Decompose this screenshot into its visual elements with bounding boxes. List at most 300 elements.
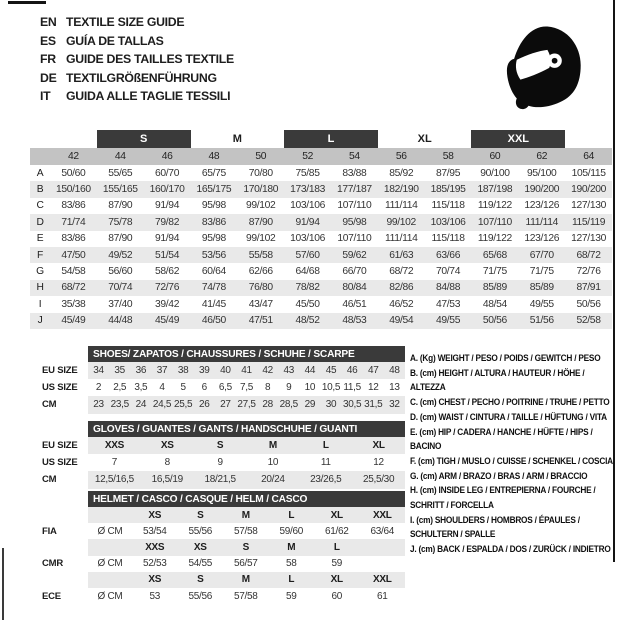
helmet-cell: XS <box>193 541 207 553</box>
measurement-cell: 53/56 <box>201 249 226 261</box>
measurement-cell: 111/114 <box>525 216 558 228</box>
shoes-cell: 30 <box>325 399 337 411</box>
measurement-cell: 182/190 <box>383 184 419 196</box>
helmet-cell: XXL <box>372 509 392 521</box>
shoes-cell: 5 <box>180 382 186 394</box>
measurement-row-d <box>30 214 612 230</box>
gloves-row-values <box>88 471 405 488</box>
shoes-cell: 48 <box>389 365 400 377</box>
shoes-cell: 38 <box>177 365 189 377</box>
shoes-cell: 23,5 <box>110 399 129 411</box>
helmet-label-spacer <box>42 491 88 507</box>
measurement-cell: 190/200 <box>524 184 560 196</box>
language-line <box>40 87 234 106</box>
measurement-cell: 123/126 <box>524 233 560 245</box>
measurement-row-e <box>30 231 612 247</box>
helmet-cell: M <box>241 509 250 521</box>
gloves-cell: 7 <box>111 457 118 469</box>
measurement-cell: 67/70 <box>529 249 554 261</box>
helmet-cell: 60 <box>331 590 343 602</box>
shoes-cell: 9 <box>286 382 292 394</box>
measurement-cell: 107/110 <box>337 233 372 245</box>
measurement-row-i <box>30 296 612 312</box>
measurement-row-g <box>30 263 612 279</box>
helmet-row <box>42 539 405 555</box>
measurement-cell: 39/42 <box>155 298 180 310</box>
helmet-row-values <box>88 523 405 539</box>
size-column-header: 56 <box>395 151 407 162</box>
legend-item-h: H. (cm) INSIDE LEG / ENTREPIERNA / FOURCHE / SCHRITT / FORCELLA <box>410 485 596 511</box>
shoes-label-spacer <box>42 346 88 362</box>
measurement-cell: 68/72 <box>61 282 86 294</box>
helmet-cell: S <box>242 541 249 553</box>
row-letter: A <box>36 167 44 179</box>
language-code: IT <box>40 89 51 103</box>
shoes-cell: 34 <box>93 365 104 377</box>
measurement-cell: 123/126 <box>524 200 560 212</box>
row-letter: B <box>36 184 44 196</box>
language-title: GUIDE DES TAILLES TEXTILE <box>66 52 234 66</box>
textile-size-table <box>30 130 612 329</box>
gloves-cell: 12 <box>373 457 384 469</box>
helmet-cell: 55/56 <box>188 590 213 602</box>
measurement-cell: 150/160 <box>56 184 91 196</box>
helmet-cell: 54/55 <box>188 558 213 570</box>
shoes-cell: 41 <box>241 365 252 377</box>
gloves-cell: 20/24 <box>261 474 285 486</box>
helmet-cell: L <box>288 509 295 521</box>
measurement-row-h <box>30 280 612 296</box>
shoes-cell: 43 <box>283 365 295 377</box>
measurement-cell: 119/122 <box>477 233 512 245</box>
helmet-row-label <box>42 539 88 555</box>
measurement-cell: 59/62 <box>342 249 367 261</box>
helmet-row-values <box>88 539 405 555</box>
measurement-cell: 71/74 <box>61 216 86 228</box>
measurement-cell: 60/64 <box>201 266 226 278</box>
measurement-cell: 52/58 <box>576 315 601 327</box>
size-column-header: 42 <box>68 151 79 162</box>
measurement-cell: 127/130 <box>571 233 606 245</box>
measurement-cell: 185/195 <box>430 184 466 196</box>
helmet-cell: 57/58 <box>233 590 258 602</box>
gloves-row-values <box>88 454 405 471</box>
helmet-icon-svg <box>497 22 587 112</box>
size-band-row <box>30 130 612 148</box>
language-code: ES <box>40 33 56 48</box>
measurement-cell: 160/170 <box>149 184 185 196</box>
gloves-cell: 8 <box>164 457 170 469</box>
row-letter: G <box>36 266 44 278</box>
shoes-cell: 29 <box>304 399 316 411</box>
shoes-row <box>42 396 405 413</box>
row-letter: I <box>38 298 42 310</box>
gloves-cell: XXS <box>104 440 124 452</box>
helmet-row-values <box>88 556 405 572</box>
shoes-cell: 25,5 <box>173 399 193 411</box>
measurement-cell: 87/91 <box>576 282 601 294</box>
measurement-cell: 45/49 <box>155 315 180 327</box>
legend-item-d: D. (cm) WAIST / CINTURA / TAILLE / HÜFTUNG / VITA <box>410 411 607 422</box>
size-column-header: 50 <box>255 151 267 162</box>
measurement-cell: 115/119 <box>571 216 606 228</box>
measurement-cell: 63/66 <box>436 249 461 261</box>
shoes-cell: 6,5 <box>218 382 232 394</box>
gloves-cell: 9 <box>217 457 223 469</box>
measurement-row-b <box>30 181 612 197</box>
measurement-cell: 80/84 <box>342 282 367 294</box>
measurement-cell: 111/114 <box>385 233 418 245</box>
helmet-row-label: FIA <box>42 525 57 537</box>
measurement-cell: 51/56 <box>529 315 554 327</box>
helmet-row <box>42 507 405 523</box>
measurement-cell: 155/165 <box>102 184 138 196</box>
shoes-title-row <box>42 346 405 362</box>
legend-item-a: A. (Kg) WEIGHT / PESO / POIDS / GEWITCH / PESO <box>410 353 601 363</box>
measurement-cell: 68/72 <box>576 249 601 261</box>
measurement-cell: 165/175 <box>196 184 232 196</box>
helmet-unit-cell: Ø CM <box>97 558 123 570</box>
helmet-icon <box>497 22 587 112</box>
shoes-cell: 11,5 <box>343 382 361 394</box>
helmet-cell: S <box>197 574 204 586</box>
measurement-cell: 90/100 <box>480 167 510 179</box>
measurement-legend <box>410 351 615 557</box>
measurement-cell: 75/78 <box>108 216 133 228</box>
measurement-cell: 54/58 <box>61 266 86 278</box>
measurement-cell: 56/60 <box>108 266 133 278</box>
measurement-cell: 50/60 <box>61 167 86 179</box>
helmet-cell: XL <box>330 574 343 586</box>
shoes-title: SHOES/ ZAPATOS / CHAUSSURES / SCHUHE / SCARPE <box>88 346 405 362</box>
measurement-cell: 43/47 <box>248 298 273 310</box>
measurement-cell: 82/86 <box>389 282 414 294</box>
measurement-cell: 95/98 <box>342 216 367 228</box>
measurement-cell: 47/53 <box>436 298 461 310</box>
shoes-row-label: CM <box>42 399 57 411</box>
frame-line-left <box>2 548 4 620</box>
measurement-cell: 99/102 <box>246 200 276 212</box>
size-band-m: M <box>232 133 242 145</box>
row-letter: F <box>37 249 43 261</box>
shoes-cell: 23 <box>93 399 104 411</box>
shoes-cell: 7,5 <box>239 382 253 394</box>
language-title: TEXTILE SIZE GUIDE <box>66 15 185 29</box>
shoes-cell: 45 <box>325 365 337 377</box>
measurement-cell: 70/74 <box>108 282 133 294</box>
size-column-header: 62 <box>536 151 548 162</box>
language-line <box>40 13 234 32</box>
shoes-cell: 36 <box>135 365 147 377</box>
shoes-cell: 2 <box>95 382 102 394</box>
helmet-row-values <box>88 588 405 604</box>
helmet-cell: 59 <box>331 558 343 570</box>
gloves-cell: M <box>268 440 277 452</box>
measurement-cell: 48/52 <box>295 315 320 327</box>
measurement-cell: 60/70 <box>155 167 180 179</box>
shoes-cell: 27,5 <box>237 399 256 411</box>
language-code: EN <box>40 15 57 29</box>
gloves-size-table <box>42 421 405 489</box>
measurement-cell: 55/65 <box>108 167 133 179</box>
measurement-cell: 91/94 <box>155 200 180 212</box>
gloves-cell: 12,5/16,5 <box>94 474 134 486</box>
measurement-row-j <box>30 313 612 329</box>
language-line <box>40 50 234 69</box>
measurement-cell: 49/55 <box>436 315 461 327</box>
measurement-cell: 78/82 <box>295 282 320 294</box>
shoes-cell: 10,5 <box>321 382 341 394</box>
measurement-cell: 44/48 <box>108 315 133 327</box>
gloves-row-label: CM <box>42 474 57 486</box>
shoes-row-values <box>88 396 405 413</box>
helmet-cell: 61 <box>376 590 388 602</box>
measurement-cell: 45/49 <box>61 315 86 327</box>
measurement-cell: 95/98 <box>201 200 226 212</box>
helmet-cell: XS <box>148 574 162 586</box>
measurement-cell: 87/90 <box>248 216 273 228</box>
measurement-cell: 70/74 <box>436 266 461 278</box>
legend-item-j: J. (cm) BACK / ESPALDA / DOS / ZURÜCK / INDIETRO <box>410 544 611 555</box>
measurement-cell: 64/68 <box>295 266 320 278</box>
measurement-cell: 72/76 <box>155 282 180 294</box>
language-title: GUIDA ALLE TAGLIE TESSILI <box>66 89 231 103</box>
helmet-row <box>42 588 405 604</box>
helmet-row <box>42 523 405 539</box>
measurement-cell: 83/86 <box>201 216 226 228</box>
shoes-row <box>42 379 405 396</box>
language-line <box>40 32 234 51</box>
measurement-cell: 49/54 <box>389 315 414 327</box>
helmet-row <box>42 556 405 572</box>
gloves-row <box>42 454 405 471</box>
shoes-cell: 24 <box>135 399 147 411</box>
measurement-cell: 103/106 <box>430 216 466 228</box>
measurement-row-f <box>30 247 612 263</box>
measurement-cell: 37/40 <box>108 298 133 310</box>
measurement-cell: 49/52 <box>108 249 133 261</box>
helmet-cell: 59 <box>285 590 297 602</box>
helmet-cell: 58 <box>285 558 297 570</box>
helmet-cell: XS <box>148 509 162 521</box>
gloves-cell: XL <box>372 440 385 452</box>
shoes-cell: 44 <box>304 365 316 377</box>
gloves-row-values <box>88 437 405 454</box>
shoes-cell: 31,5 <box>364 399 383 411</box>
measurement-cell: 85/92 <box>389 167 414 179</box>
helmet-row-values <box>88 572 405 588</box>
shoes-cell: 37 <box>156 365 168 377</box>
helmet-row-label: CMR <box>42 558 64 570</box>
measurement-cell: 79/82 <box>155 216 180 228</box>
shoes-cell: 8 <box>264 382 271 394</box>
row-letter: D <box>36 216 44 228</box>
measurement-cell: 46/52 <box>389 298 414 310</box>
measurement-cell: 95/100 <box>527 167 557 179</box>
measurement-cell: 47/50 <box>61 249 86 261</box>
helmet-cell: 53/54 <box>142 525 167 537</box>
shoes-row-label: US SIZE <box>42 382 78 394</box>
gloves-cell: S <box>216 440 224 452</box>
measurement-cell: 49/55 <box>529 298 554 310</box>
frame-line-top <box>8 1 46 4</box>
measurement-cell: 83/88 <box>342 167 367 179</box>
helmet-row <box>42 572 405 588</box>
helmet-cell: XXS <box>145 541 165 553</box>
size-column-header: 60 <box>489 151 501 162</box>
shoes-cell: 28,5 <box>279 399 298 411</box>
helmet-row-values <box>88 507 405 523</box>
size-column-header: 58 <box>442 151 454 162</box>
shoes-size-table <box>42 346 405 414</box>
helmet-cell: L <box>333 541 340 553</box>
gloves-row <box>42 437 405 454</box>
legend-item-i: I. (cm) SHOULDERS / HOMBROS / ÉPAULES / SCHULTERN / SPALLE <box>410 514 580 540</box>
measurement-cell: 85/89 <box>529 282 554 294</box>
shoes-cell: 2,5 <box>113 382 127 394</box>
measurement-cell: 74/78 <box>201 282 226 294</box>
shoes-cell: 10 <box>304 382 316 394</box>
measurement-cell: 41/45 <box>201 298 226 310</box>
helmet-cell: L <box>288 574 295 586</box>
legend-item-e: E. (cm) HIP / CADERA / HANCHE / HÜFTE / HIPS / BACINO <box>410 426 593 452</box>
gloves-cell: XS <box>160 440 174 452</box>
gloves-cell: L <box>322 440 329 452</box>
shoes-cell: 28 <box>262 399 273 411</box>
measurement-cell: 65/75 <box>201 167 226 179</box>
measurement-cell: 99/102 <box>246 233 276 245</box>
gloves-cell: 10 <box>267 457 279 469</box>
helmet-title-row <box>42 491 405 507</box>
helmet-cell: XL <box>330 509 343 521</box>
shoes-cell: 24,5 <box>152 399 172 411</box>
measurement-cell: 46/51 <box>342 298 367 310</box>
measurement-cell: 95/98 <box>201 233 226 245</box>
row-letter: E <box>36 233 44 245</box>
measurement-cell: 173/183 <box>290 184 325 196</box>
measurement-cell: 170/180 <box>243 184 279 196</box>
measurement-cell: 46/50 <box>201 315 226 327</box>
helmet-title: HELMET / CASCO / CASQUE / HELM / CASCO <box>88 491 405 507</box>
gloves-cell: 25,5/30 <box>362 474 395 486</box>
legend-item-g: G. (cm) ARM / BRAZO / BRAS / ARM / BRACCIO <box>410 470 588 481</box>
shoes-cell: 30,5 <box>343 399 362 411</box>
measurement-cell: 50/56 <box>576 298 601 310</box>
helmet-size-table <box>42 491 405 604</box>
helmet-cell: S <box>197 509 204 521</box>
measurement-cell: 107/110 <box>337 200 372 212</box>
shoes-cell: 42 <box>262 365 273 377</box>
measurement-cell: 71/75 <box>529 266 554 278</box>
row-letter: C <box>36 200 44 212</box>
gloves-row-label: EU SIZE <box>42 440 78 452</box>
shoes-cell: 32 <box>389 399 400 411</box>
gloves-title: GLOVES / GUANTES / GANTS / HANDSCHUHE / GUANTI <box>88 421 405 437</box>
measurement-cell: 70/80 <box>248 167 273 179</box>
shoes-cell: 13 <box>389 382 400 394</box>
language-title: GUÍA DE TALLAS <box>66 33 164 48</box>
shoes-cell: 46 <box>346 365 358 377</box>
measurement-cell: 190/200 <box>571 184 606 196</box>
shoes-row-values <box>88 362 405 379</box>
size-column-header: 44 <box>114 151 126 162</box>
shoes-cell: 4 <box>159 382 165 394</box>
measurement-cell: 99/102 <box>386 216 416 228</box>
helmet-cell: M <box>241 574 250 586</box>
size-column-header: 52 <box>302 151 313 162</box>
shoes-row-values <box>88 379 405 396</box>
shoes-cell: 39 <box>198 365 210 377</box>
size-column-header: 46 <box>161 151 173 162</box>
row-letter: H <box>36 282 44 294</box>
gloves-cell: 23/26,5 <box>310 474 342 486</box>
helmet-row-label: ECE <box>42 590 61 602</box>
measurement-cell: 119/122 <box>477 200 512 212</box>
measurement-cell: 71/75 <box>482 266 507 278</box>
helmet-unit-cell: Ø CM <box>97 590 123 602</box>
measurement-cell: 58/62 <box>155 266 180 278</box>
gloves-cell: 11 <box>320 457 331 469</box>
measurement-cell: 103/106 <box>290 200 325 212</box>
helmet-cell: XXL <box>372 574 392 586</box>
shoes-cell: 12 <box>368 382 379 394</box>
measurement-cell: 187/198 <box>477 184 513 196</box>
shoes-cell: 47 <box>368 365 379 377</box>
language-line <box>40 69 234 88</box>
helmet-cell: M <box>287 541 296 553</box>
helmet-cell: 56/57 <box>233 558 258 570</box>
helmet-row-label <box>42 507 88 523</box>
measurement-cell: 76/80 <box>248 282 273 294</box>
helmet-cell: 59/60 <box>279 525 304 537</box>
size-band-s: S <box>97 130 191 148</box>
size-band-xl: XL <box>417 133 432 145</box>
gloves-row-label: US SIZE <box>42 457 78 469</box>
helmet-cell: 52/53 <box>142 558 167 570</box>
size-number-row <box>30 148 612 165</box>
measurement-cell: 66/70 <box>342 266 367 278</box>
helmet-unit-cell: Ø CM <box>97 525 123 537</box>
helmet-cell: 63/64 <box>370 525 395 537</box>
measurement-cell: 107/110 <box>477 216 512 228</box>
measurement-cell: 83/86 <box>61 200 86 212</box>
measurement-cell: 87/90 <box>108 200 133 212</box>
gloves-row <box>42 471 405 488</box>
measurement-cell: 68/72 <box>389 266 414 278</box>
measurement-cell: 72/76 <box>576 266 601 278</box>
size-band-xxl: XXL <box>471 130 565 148</box>
measurement-cell: 87/90 <box>108 233 133 245</box>
measurement-cell: 87/95 <box>436 167 461 179</box>
measurement-cell: 103/106 <box>290 233 325 245</box>
helmet-cell: 55/56 <box>188 525 213 537</box>
language-code: FR <box>40 52 56 66</box>
measurement-cell: 91/94 <box>295 216 320 228</box>
measurement-row-c <box>30 198 612 214</box>
measurement-cell: 45/50 <box>295 298 320 310</box>
measurement-row-a <box>30 165 612 181</box>
size-column-header: 54 <box>349 151 360 162</box>
language-header <box>40 13 234 106</box>
helmet-cell: 57/58 <box>233 525 258 537</box>
shoes-cell: 3,5 <box>134 382 148 394</box>
measurement-cell: 84/88 <box>436 282 461 294</box>
measurement-cell: 62/66 <box>248 266 273 278</box>
measurement-cell: 65/68 <box>482 249 507 261</box>
legend-item-c: C. (cm) CHEST / PECHO / POITRINE / TRUHE / PETTO <box>410 397 610 408</box>
row-letter: J <box>37 315 43 327</box>
legend-item-f: F. (cm) TIGH / MUSLO / CUISSE / SCHENKEL / COSCIA <box>410 455 613 466</box>
